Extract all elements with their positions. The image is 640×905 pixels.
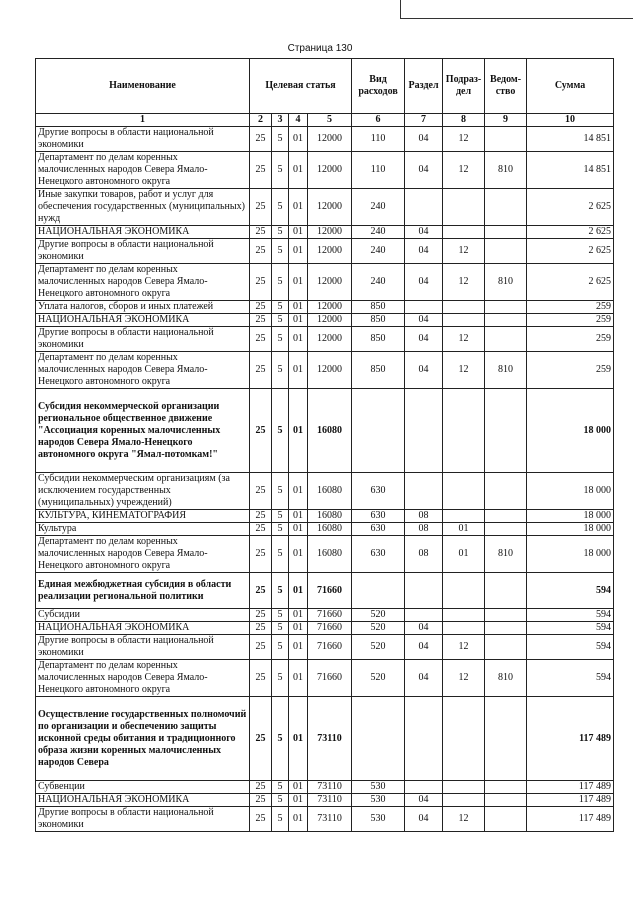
cell-c2: 5 (272, 301, 289, 314)
cell-c2: 5 (272, 523, 289, 536)
cell-c1: 25 (250, 226, 272, 239)
cell-vedomstvo (485, 127, 527, 152)
cell-vid: 630 (352, 473, 405, 510)
name: Департамент по делам коренных малочисленных народов Севера Ямало-Ненецкого автономного округа (36, 660, 250, 697)
cell-podrazdel (443, 573, 485, 609)
table-row (36, 264, 614, 301)
cell-vid: 520 (352, 622, 405, 635)
cell-vedomstvo: 810 (485, 536, 527, 573)
cell-summa: 117 489 (527, 697, 614, 781)
cell-summa: 594 (527, 609, 614, 622)
cell-c4: 71660 (308, 660, 352, 697)
cell-c4: 16080 (308, 536, 352, 573)
header-vid: Вид расходов (352, 59, 405, 114)
cell-c2: 5 (272, 152, 289, 189)
cell-summa: 2 625 (527, 239, 614, 264)
cell-vid: 530 (352, 807, 405, 832)
cell-vedomstvo (485, 622, 527, 635)
cell-c2: 5 (272, 389, 289, 473)
cell-c4: 16080 (308, 389, 352, 473)
cell-c1: 25 (250, 189, 272, 226)
name: НАЦИОНАЛЬНАЯ ЭКОНОМИКА (36, 622, 250, 635)
col-number: 5 (308, 114, 352, 127)
cell-podrazdel: 01 (443, 536, 485, 573)
cell-c4: 12000 (308, 239, 352, 264)
cell-razdel: 04 (405, 352, 443, 389)
col-number: 1 (36, 114, 250, 127)
cell-c4: 12000 (308, 314, 352, 327)
cell-c2: 5 (272, 794, 289, 807)
cell-vid (352, 389, 405, 473)
cell-vid: 850 (352, 314, 405, 327)
cell-summa: 117 489 (527, 781, 614, 794)
cell-podrazdel: 12 (443, 264, 485, 301)
cell-c4: 12000 (308, 152, 352, 189)
table-row (36, 794, 614, 807)
cell-razdel (405, 301, 443, 314)
cell-c2: 5 (272, 327, 289, 352)
cell-razdel: 04 (405, 807, 443, 832)
cell-vedomstvo (485, 635, 527, 660)
cell-vedomstvo (485, 697, 527, 781)
cell-c1: 25 (250, 127, 272, 152)
cell-c1: 25 (250, 389, 272, 473)
cell-c4: 16080 (308, 473, 352, 510)
cell-c1: 25 (250, 609, 272, 622)
cell-c1: 25 (250, 152, 272, 189)
cell-razdel (405, 781, 443, 794)
cell-summa: 14 851 (527, 127, 614, 152)
cell-c4: 73110 (308, 794, 352, 807)
col-number: 6 (352, 114, 405, 127)
cell-c1: 25 (250, 536, 272, 573)
cell-c2: 5 (272, 510, 289, 523)
cell-c2: 5 (272, 226, 289, 239)
cell-c1: 25 (250, 573, 272, 609)
name: Другие вопросы в области национальной экономики (36, 635, 250, 660)
cell-c1: 25 (250, 301, 272, 314)
cell-c4: 12000 (308, 301, 352, 314)
table-row (36, 189, 614, 226)
table-row (36, 622, 614, 635)
cell-c2: 5 (272, 573, 289, 609)
cell-c3: 01 (289, 352, 308, 389)
cell-vedomstvo (485, 573, 527, 609)
cell-c1: 25 (250, 264, 272, 301)
name: НАЦИОНАЛЬНАЯ ЭКОНОМИКА (36, 226, 250, 239)
cell-c3: 01 (289, 523, 308, 536)
cell-c2: 5 (272, 807, 289, 832)
cell-podrazdel: 12 (443, 660, 485, 697)
cell-summa: 18 000 (527, 473, 614, 510)
table-row (36, 226, 614, 239)
cell-razdel (405, 609, 443, 622)
cell-vid: 240 (352, 239, 405, 264)
cell-c2: 5 (272, 536, 289, 573)
table-row (36, 352, 614, 389)
cell-c3: 01 (289, 264, 308, 301)
cell-vedomstvo: 810 (485, 264, 527, 301)
cell-c1: 25 (250, 327, 272, 352)
cell-c3: 01 (289, 510, 308, 523)
cell-razdel (405, 389, 443, 473)
cell-c2: 5 (272, 609, 289, 622)
cell-podrazdel (443, 473, 485, 510)
budget-table (35, 58, 614, 832)
table-row (36, 523, 614, 536)
header-stamp-box (400, 0, 633, 19)
cell-c2: 5 (272, 473, 289, 510)
cell-vedomstvo (485, 301, 527, 314)
cell-summa: 594 (527, 660, 614, 697)
header-razdel: Раздел (405, 59, 443, 114)
name: Уплата налогов, сборов и иных платежей (36, 301, 250, 314)
name: Другие вопросы в области национальной экономики (36, 327, 250, 352)
cell-summa: 18 000 (527, 389, 614, 473)
cell-razdel: 04 (405, 622, 443, 635)
cell-podrazdel: 12 (443, 807, 485, 832)
cell-podrazdel: 01 (443, 523, 485, 536)
cell-razdel: 04 (405, 152, 443, 189)
cell-summa: 18 000 (527, 536, 614, 573)
cell-razdel: 04 (405, 127, 443, 152)
cell-podrazdel (443, 189, 485, 226)
cell-c4: 73110 (308, 781, 352, 794)
cell-vedomstvo (485, 226, 527, 239)
cell-razdel: 08 (405, 523, 443, 536)
cell-c1: 25 (250, 622, 272, 635)
cell-c2: 5 (272, 635, 289, 660)
cell-c3: 01 (289, 609, 308, 622)
cell-c4: 71660 (308, 635, 352, 660)
name: Субсидия некоммерческой организации региональное общественное движение "Ассоциация коренных малочисленных народов Севера Ямало-Ненецкого автономного округа "Ямал-потомкам!" (36, 389, 250, 473)
name: Департамент по делам коренных малочисленных народов Севера Ямало-Ненецкого автономного округа (36, 264, 250, 301)
cell-c4: 12000 (308, 189, 352, 226)
cell-c4: 12000 (308, 352, 352, 389)
col-number: 8 (443, 114, 485, 127)
table-row (36, 609, 614, 622)
cell-vid: 630 (352, 510, 405, 523)
cell-vid: 520 (352, 660, 405, 697)
cell-c2: 5 (272, 239, 289, 264)
cell-c4: 12000 (308, 226, 352, 239)
cell-podrazdel: 12 (443, 127, 485, 152)
cell-c3: 01 (289, 622, 308, 635)
cell-vedomstvo: 810 (485, 352, 527, 389)
cell-c1: 25 (250, 697, 272, 781)
cell-c3: 01 (289, 226, 308, 239)
cell-razdel (405, 573, 443, 609)
cell-c2: 5 (272, 781, 289, 794)
cell-razdel (405, 189, 443, 226)
cell-vid: 240 (352, 226, 405, 239)
cell-razdel (405, 473, 443, 510)
cell-c3: 01 (289, 314, 308, 327)
col-number: 9 (485, 114, 527, 127)
cell-summa: 117 489 (527, 807, 614, 832)
cell-c2: 5 (272, 314, 289, 327)
cell-c3: 01 (289, 794, 308, 807)
cell-c1: 25 (250, 510, 272, 523)
cell-razdel: 04 (405, 264, 443, 301)
cell-razdel: 04 (405, 327, 443, 352)
cell-c3: 01 (289, 239, 308, 264)
cell-vedomstvo (485, 327, 527, 352)
header-vedomstvo: Ведом-ство (485, 59, 527, 114)
cell-vid: 530 (352, 781, 405, 794)
name: Другие вопросы в области национальной экономики (36, 127, 250, 152)
cell-c4: 71660 (308, 609, 352, 622)
cell-vedomstvo (485, 473, 527, 510)
cell-podrazdel (443, 781, 485, 794)
cell-summa: 18 000 (527, 523, 614, 536)
table-row (36, 573, 614, 609)
cell-c1: 25 (250, 473, 272, 510)
cell-c1: 25 (250, 239, 272, 264)
name: НАЦИОНАЛЬНАЯ ЭКОНОМИКА (36, 794, 250, 807)
cell-vedomstvo (485, 389, 527, 473)
cell-c2: 5 (272, 660, 289, 697)
cell-c2: 5 (272, 622, 289, 635)
cell-c1: 25 (250, 781, 272, 794)
table-row (36, 127, 614, 152)
cell-podrazdel: 12 (443, 239, 485, 264)
cell-vedomstvo (485, 239, 527, 264)
cell-vid: 850 (352, 352, 405, 389)
cell-podrazdel (443, 510, 485, 523)
cell-summa: 594 (527, 635, 614, 660)
cell-c3: 01 (289, 389, 308, 473)
cell-summa: 259 (527, 301, 614, 314)
table-row (36, 635, 614, 660)
cell-c1: 25 (250, 352, 272, 389)
cell-c3: 01 (289, 327, 308, 352)
cell-c2: 5 (272, 352, 289, 389)
cell-c4: 12000 (308, 264, 352, 301)
name: НАЦИОНАЛЬНАЯ ЭКОНОМИКА (36, 314, 250, 327)
cell-vid (352, 573, 405, 609)
name: Субвенции (36, 781, 250, 794)
cell-vedomstvo (485, 807, 527, 832)
cell-c2: 5 (272, 697, 289, 781)
table-row (36, 239, 614, 264)
page-label: Страница 130 (287, 43, 353, 54)
cell-c1: 25 (250, 807, 272, 832)
cell-summa: 2 625 (527, 189, 614, 226)
cell-c3: 01 (289, 152, 308, 189)
table-row (36, 314, 614, 327)
table-row (36, 389, 614, 473)
cell-summa: 259 (527, 314, 614, 327)
cell-c3: 01 (289, 635, 308, 660)
table-row (36, 807, 614, 832)
table-row (36, 301, 614, 314)
cell-vid: 630 (352, 536, 405, 573)
table-row (36, 697, 614, 781)
cell-c4: 12000 (308, 127, 352, 152)
cell-c4: 71660 (308, 622, 352, 635)
cell-c3: 01 (289, 697, 308, 781)
cell-summa: 2 625 (527, 226, 614, 239)
name: КУЛЬТУРА, КИНЕМАТОГРАФИЯ (36, 510, 250, 523)
cell-razdel: 04 (405, 635, 443, 660)
cell-vid: 240 (352, 264, 405, 301)
cell-c4: 73110 (308, 697, 352, 781)
cell-c4: 16080 (308, 523, 352, 536)
cell-vedomstvo (485, 794, 527, 807)
cell-vedomstvo (485, 314, 527, 327)
name: Другие вопросы в области национальной экономики (36, 239, 250, 264)
cell-razdel: 08 (405, 536, 443, 573)
name: Департамент по делам коренных малочисленных народов Севера Ямало-Ненецкого автономного округа (36, 352, 250, 389)
column-number-row (36, 114, 614, 127)
cell-c3: 01 (289, 536, 308, 573)
cell-c1: 25 (250, 794, 272, 807)
cell-razdel: 04 (405, 794, 443, 807)
cell-podrazdel (443, 794, 485, 807)
cell-c3: 01 (289, 807, 308, 832)
cell-vedomstvo: 810 (485, 660, 527, 697)
cell-podrazdel: 12 (443, 635, 485, 660)
col-number: 7 (405, 114, 443, 127)
cell-c2: 5 (272, 189, 289, 226)
cell-summa: 117 489 (527, 794, 614, 807)
table-row (36, 781, 614, 794)
cell-c4: 73110 (308, 807, 352, 832)
cell-summa: 18 000 (527, 510, 614, 523)
col-number: 10 (527, 114, 614, 127)
header-target: Целевая статья (250, 59, 352, 114)
col-number: 3 (272, 114, 289, 127)
col-number: 4 (289, 114, 308, 127)
cell-vid: 110 (352, 127, 405, 152)
cell-vid: 520 (352, 635, 405, 660)
cell-podrazdel (443, 389, 485, 473)
cell-c4: 12000 (308, 327, 352, 352)
header-summa: Сумма (527, 59, 614, 114)
cell-razdel: 08 (405, 510, 443, 523)
cell-summa: 14 851 (527, 152, 614, 189)
cell-c2: 5 (272, 127, 289, 152)
header-podrazdel: Подраз-дел (443, 59, 485, 114)
table-row (36, 510, 614, 523)
cell-c3: 01 (289, 781, 308, 794)
table-row (36, 536, 614, 573)
cell-vid: 850 (352, 327, 405, 352)
cell-razdel: 04 (405, 239, 443, 264)
name: Культура (36, 523, 250, 536)
name: Департамент по делам коренных малочисленных народов Севера Ямало-Ненецкого автономного округа (36, 152, 250, 189)
cell-c1: 25 (250, 660, 272, 697)
cell-c1: 25 (250, 314, 272, 327)
cell-podrazdel (443, 226, 485, 239)
cell-vid: 850 (352, 301, 405, 314)
name: Субсидии некоммерческим организациям (за исключением государственных (муниципальных) учреждений) (36, 473, 250, 510)
cell-razdel: 04 (405, 226, 443, 239)
table-row (36, 327, 614, 352)
cell-podrazdel: 12 (443, 152, 485, 189)
table-row (36, 473, 614, 510)
cell-podrazdel (443, 314, 485, 327)
name: Осуществление государственных полномочий по организации и обеспечению защиты исконной среды обитания и традиционного образа жизни коренных малочисленных народов Севера (36, 697, 250, 781)
cell-razdel: 04 (405, 314, 443, 327)
cell-c1: 25 (250, 635, 272, 660)
cell-vid: 110 (352, 152, 405, 189)
cell-vid: 520 (352, 609, 405, 622)
cell-podrazdel: 12 (443, 327, 485, 352)
cell-vid: 630 (352, 523, 405, 536)
name: Департамент по делам коренных малочисленных народов Севера Ямало-Ненецкого автономного округа (36, 536, 250, 573)
cell-c3: 01 (289, 301, 308, 314)
cell-vedomstvo (485, 781, 527, 794)
table-row (36, 152, 614, 189)
cell-podrazdel (443, 697, 485, 781)
cell-summa: 594 (527, 622, 614, 635)
cell-c4: 71660 (308, 573, 352, 609)
cell-podrazdel (443, 622, 485, 635)
cell-c4: 16080 (308, 510, 352, 523)
table-row (36, 660, 614, 697)
header-name: Наименование (36, 59, 250, 114)
cell-c3: 01 (289, 189, 308, 226)
name: Иные закупки товаров, работ и услуг для обеспечения государственных (муниципальных) нужд (36, 189, 250, 226)
cell-c2: 5 (272, 264, 289, 301)
name: Другие вопросы в области национальной экономики (36, 807, 250, 832)
col-number: 2 (250, 114, 272, 127)
cell-podrazdel (443, 609, 485, 622)
cell-c3: 01 (289, 473, 308, 510)
cell-summa: 259 (527, 327, 614, 352)
table-body (36, 127, 614, 832)
cell-summa: 2 625 (527, 264, 614, 301)
cell-summa: 594 (527, 573, 614, 609)
cell-vid (352, 697, 405, 781)
cell-vedomstvo (485, 609, 527, 622)
cell-vid: 530 (352, 794, 405, 807)
cell-podrazdel: 12 (443, 352, 485, 389)
cell-c3: 01 (289, 573, 308, 609)
cell-vid: 240 (352, 189, 405, 226)
cell-c3: 01 (289, 127, 308, 152)
cell-c3: 01 (289, 660, 308, 697)
name: Единая межбюджетная субсидия в области реализации региональной политики (36, 573, 250, 609)
cell-c1: 25 (250, 523, 272, 536)
name: Субсидии (36, 609, 250, 622)
cell-vedomstvo (485, 189, 527, 226)
cell-podrazdel (443, 301, 485, 314)
cell-summa: 259 (527, 352, 614, 389)
cell-vedomstvo: 810 (485, 152, 527, 189)
header-row (36, 59, 614, 114)
cell-razdel (405, 697, 443, 781)
cell-vedomstvo (485, 510, 527, 523)
cell-razdel: 04 (405, 660, 443, 697)
cell-vedomstvo (485, 523, 527, 536)
